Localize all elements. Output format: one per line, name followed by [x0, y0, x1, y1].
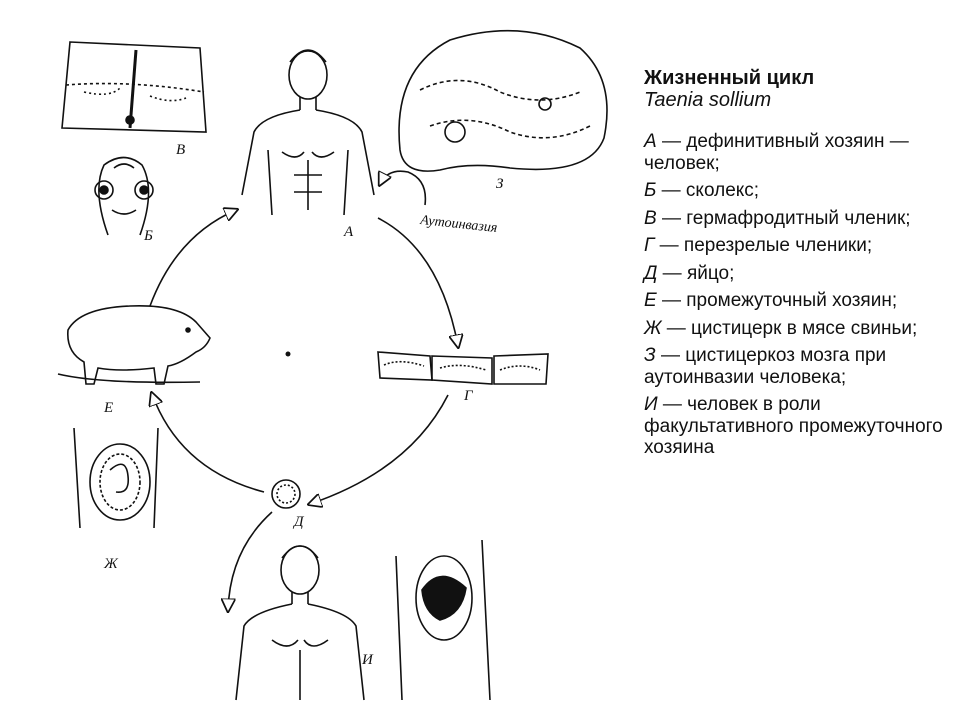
legend-item-key: В — [644, 207, 657, 229]
legend-item-text: — дефинитивный хозяин — человек; — [644, 131, 909, 174]
legend-item — [644, 394, 944, 459]
human-facultative-host — [236, 546, 364, 700]
hermaphrodite-segment — [62, 42, 206, 132]
legend-item-text: — гермафродитный членик; — [656, 207, 911, 229]
arrow-segments-to-egg — [310, 395, 448, 504]
label-a: А — [344, 224, 354, 240]
label-z: З — [496, 176, 504, 192]
arrow-egg-to-human-i — [228, 512, 272, 610]
legend-item-key: А — [644, 131, 657, 152]
legend-title: Жизненный цикл — [644, 67, 815, 89]
label-g: Г — [464, 388, 473, 404]
legend-item-key: И — [644, 394, 658, 415]
legend-item-text: — человек в роли факультативного промежуточного хозяина — [644, 394, 943, 458]
legend-item-text: — яйцо; — [657, 262, 735, 284]
legend-item — [644, 180, 944, 202]
legend-item-key: З — [644, 345, 656, 366]
legend-item-key: Г — [644, 235, 655, 256]
cysticercus-bladder — [396, 540, 490, 700]
legend-list — [644, 131, 944, 459]
label-zh: Ж — [104, 556, 118, 572]
legend-item — [644, 235, 944, 257]
legend-subtitle: Taenia sollium — [644, 88, 772, 111]
legend-item-key: Б — [644, 180, 657, 201]
human-definitive-host — [242, 50, 374, 215]
legend-item-text: — цистицерк в мясе свиньи; — [661, 317, 918, 339]
cysticercus-in-pork — [74, 428, 158, 528]
legend-item-text: — перезрелые членики; — [654, 235, 873, 256]
legend-item — [644, 208, 944, 230]
legend-item — [644, 131, 944, 174]
center-dot — [286, 352, 291, 357]
label-b: Б — [144, 228, 153, 244]
legend-item — [644, 290, 944, 312]
label-v: В — [176, 142, 186, 158]
label-d: Д — [294, 514, 304, 530]
legend-item — [644, 345, 944, 388]
arrow-pig-to-human — [150, 210, 236, 306]
legend-item — [644, 318, 944, 340]
arrow-human-to-segments — [378, 218, 458, 346]
label-autoinvasion: Аутоинвазия — [419, 213, 499, 237]
arrow-autoinvasion — [380, 171, 425, 205]
legend-item-text: — промежуточный хозяин; — [656, 290, 898, 311]
legend-item-text: — сколекс; — [656, 180, 760, 201]
label-i: И — [362, 652, 373, 668]
legend-item — [644, 263, 944, 285]
arrow-egg-to-pig — [152, 394, 264, 492]
legend-item-key: Д — [644, 262, 658, 284]
egg — [272, 480, 300, 508]
brain-cysticercosis — [399, 31, 607, 171]
label-e: Е — [104, 400, 114, 416]
legend-item-text: — цистицеркоз мозга при аутоинвазии человека; — [644, 345, 887, 388]
gravid-segments — [378, 352, 548, 384]
cycle-arrows — [150, 171, 458, 610]
legend-item-key: Е — [644, 290, 657, 311]
legend-panel — [644, 68, 944, 465]
pig-intermediate-host — [58, 306, 210, 384]
legend-item-key: Ж — [644, 317, 662, 339]
scolex-illustration — [95, 158, 153, 236]
